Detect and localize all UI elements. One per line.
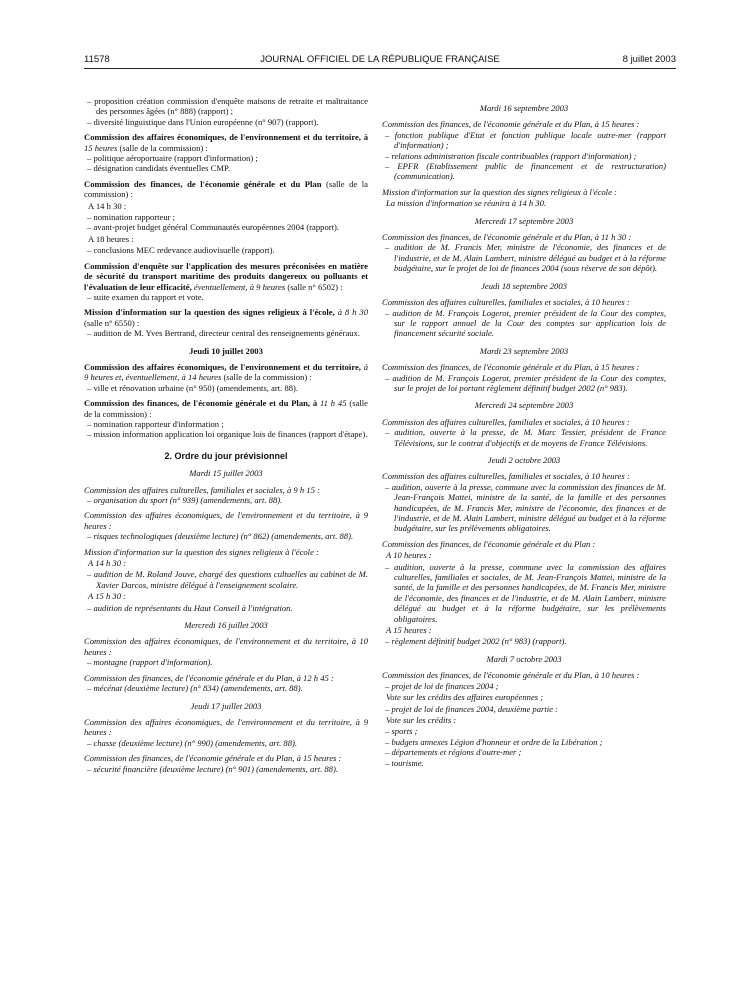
committee-name: Mission d'information sur la question des signes religieux à l'école, bbox=[84, 307, 338, 318]
agenda-item: – nomination rapporteur ; bbox=[87, 212, 176, 223]
committee-heading: Commission des finances, de l'économie générale et du Plan : bbox=[382, 538, 596, 549]
left-column bbox=[84, 96, 368, 774]
committee-heading: Commission des finances, de l'économie générale et du Plan, à 11 h 30 : bbox=[382, 232, 632, 243]
date-heading: Mardi 7 octobre 2003 bbox=[486, 653, 562, 664]
time-label: A 14 h 30 : bbox=[88, 558, 127, 569]
agenda-item: – politique aéroportuaire (rapport d'information) ; bbox=[87, 153, 258, 164]
committee-heading: Commission des affaires culturelles, familiales et sociales, à 9 h 15 : bbox=[84, 484, 320, 495]
time-label: A 14 h 30 : bbox=[88, 200, 127, 211]
agenda-item: – sécurité financière (deuxième lecture) (n° 901) (amendements, art. 88). bbox=[87, 763, 338, 774]
meeting-time: 11 h 45 bbox=[320, 398, 347, 409]
agenda-item: – projet de loi de finances 2004 ; bbox=[385, 680, 499, 691]
meeting-room: (salle de la commission) : bbox=[84, 178, 368, 200]
page-header bbox=[84, 52, 676, 68]
agenda-item: – tourisme. bbox=[385, 757, 424, 768]
committee-heading bbox=[84, 179, 368, 200]
committee-heading: Commission des finances, de l'économie générale et du Plan, à 15 heures : bbox=[84, 753, 342, 764]
committee-name: Commission des affaires économiques, de l'environnement et du territoire, à bbox=[84, 132, 368, 143]
time-label: Vote sur les crédits des affaires européennes ; bbox=[386, 692, 544, 703]
agenda-item: – risques technologiques (deuxième lecture) (n° 862) (amendements, art. 88). bbox=[87, 531, 354, 542]
meeting-time: à 8 h 30 bbox=[337, 307, 368, 318]
meeting-room: (salle de la commission) : bbox=[117, 142, 208, 153]
committee-heading: Mission d'information sur la question des signes religieux à l'école : bbox=[382, 186, 617, 197]
committee-heading: Commission des affaires culturelles, familiales et sociales, à 10 heures : bbox=[382, 471, 630, 482]
committee-heading bbox=[84, 261, 368, 292]
agenda-item: – audition de M. Roland Jouve, chargé des questions cultuelles au cabinet de M. Xavier Darcos, ministre délégué à l'enseignement scolaire. bbox=[87, 569, 368, 590]
meeting-room: (salle n° 6550) : bbox=[84, 317, 140, 328]
agenda-item: – audition, ouverte à la presse, commune avec la commission des finances de M. Jean-François Mattei, ministre de la santé, de la famille et des personnes handicapées, de M. Francis Mer, ministre de l'économie, des finances et de l'industrie, et de M. Alain Lambert, ministre délégué au budget et à la réforme budgétaire, sur les prélèvements obligatoires. bbox=[385, 481, 666, 534]
agenda-item: – suite examen du rapport et vote. bbox=[87, 291, 204, 302]
date-heading: Mardi 15 juillet 2003 bbox=[189, 468, 263, 479]
committee-name: Commission des finances, de l'économie générale et du Plan, à bbox=[84, 398, 321, 409]
meeting-room: (salle de la commission) : bbox=[84, 398, 368, 419]
meeting-room: (salle n° 6502) : bbox=[285, 281, 343, 292]
agenda-item: – audition de M. Yves Bertrand, directeur central des renseignements généraux. bbox=[87, 328, 361, 339]
date-heading: Mardi 23 septembre 2003 bbox=[479, 345, 569, 356]
agenda-item: – budgets annexes Légion d'honneur et ordre de la Libération ; bbox=[385, 736, 603, 747]
committee-heading bbox=[84, 132, 368, 153]
right-column bbox=[382, 96, 666, 768]
meeting-time: à 9 heures et, éventuellement, à 14 heures bbox=[84, 361, 368, 383]
time-label: A 15 h 30 : bbox=[88, 591, 127, 602]
committee-heading: Commission des affaires culturelles, familiales et sociales, à 10 heures : bbox=[382, 297, 630, 308]
agenda-item: – ville et rénovation urbaine (n° 950) (amendements, art. 88). bbox=[87, 382, 299, 393]
meeting-room: (salle de la commission) : bbox=[221, 372, 312, 383]
agenda-item: – mission information application loi organique lois de finances (rapport d'étape). bbox=[87, 429, 368, 440]
agenda-item: – diversité linguistique dans l'Union européenne (n° 907) (rapport). bbox=[87, 116, 319, 127]
agenda-item: – organisation du sport (n° 939) (amendements, art. 88). bbox=[87, 495, 283, 505]
committee-heading: Commission des affaires culturelles, familiales et sociales, à 10 heures : bbox=[382, 416, 630, 427]
agenda-item: – nomination rapporteur d'information ; bbox=[87, 418, 224, 429]
agenda-item: – projet de loi de finances 2004, deuxième partie : bbox=[385, 703, 558, 714]
time-label: A 15 heures : bbox=[386, 625, 432, 636]
journal-title: JOURNAL OFFICIEL DE LA RÉPUBLIQUE FRANÇAISE bbox=[260, 54, 500, 65]
agenda-item: – relations administration fiscale contribuables (rapport d'information) ; bbox=[385, 150, 637, 161]
committee-name: Commission des finances, de l'économie générale et du Plan bbox=[84, 178, 322, 189]
agenda-item: – fonction publique d'Etat et fonction publique locale outre-mer (rapport d'information) ; bbox=[385, 129, 666, 151]
agenda-item: – audition, ouverte à la presse, de M. Marc Tessier, président de France Télévisions, sur le contrat d'objectifs et de moyens de France Télévisions. bbox=[385, 427, 666, 448]
agenda-item: – audition de M. Francis Mer, ministre de l'économie, des finances et de l'industrie, et de M. Alain Lambert, ministre délégué au budget et à la réforme budgétaire, sur le projet de loi de finances 2004 (sous réserve de son dépôt). bbox=[385, 242, 666, 274]
date-heading: Jeudi 18 septembre 2003 bbox=[481, 280, 567, 291]
issue-date: 8 juillet 2003 bbox=[622, 54, 676, 65]
agenda-item: – audition de M. François Logerot, premier président de la Cour des comptes, sur le projet de loi portant règlement définitif budget 2002 (n° 983). bbox=[385, 372, 666, 393]
agenda-item: – règlement définitif budget 2002 (n° 983) (rapport). bbox=[385, 636, 567, 647]
agenda-item: – avant-projet budget général Communautés européennes 2004 (rapport). bbox=[87, 222, 340, 233]
meeting-time: éventuellement, à 9 heures bbox=[193, 281, 286, 292]
committee-heading bbox=[84, 307, 368, 328]
committee-heading: Commission des finances, de l'économie générale et du Plan, à 15 heures : bbox=[382, 119, 640, 130]
page-number: 11578 bbox=[84, 54, 110, 65]
agenda-item: – mécénat (deuxième lecture) (n° 834) (amendements, art. 88). bbox=[87, 683, 303, 694]
committee-heading bbox=[84, 362, 368, 383]
committee-heading: Commission des affaires économiques, de l'environnement et du territoire, à 9 heures : bbox=[84, 716, 368, 738]
date-heading: Mardi 16 septembre 2003 bbox=[479, 103, 569, 113]
agenda-item: – audition, ouverte à la presse, commune avec la commission des affaires culturelles, familiales et sociales, de M. Jean-François Mattei, ministre de la santé, de la famille et des personnes handicapées, de M. Francis Mer, ministre de l'économie, des finances et de l'industrie, et de M. Alain Lambert, ministre délégué au budget et à la réforme budgétaire, sur les prélèvements obligatoires. bbox=[385, 561, 666, 624]
agenda-item: – audition de M. François Logerot, premier président de la Cour des comptes, sur le rapport annuel de la Cour des comptes sur application lois de financement sécurité sociale. bbox=[385, 307, 666, 339]
meeting-time: 15 heures bbox=[84, 142, 118, 153]
date-heading: Jeudi 17 juillet 2003 bbox=[190, 700, 262, 711]
time-label: Vote sur les crédits : bbox=[386, 714, 457, 725]
header-rule bbox=[84, 68, 676, 69]
time-label: A 10 heures : bbox=[386, 550, 432, 561]
agenda-item: – proposition création commission d'enquête maisons de retraite et maltraitance des personnes âgées (n° 888) (rapport) ; bbox=[87, 96, 368, 117]
date-heading: Jeudi 10 juillet 2003 bbox=[189, 345, 263, 356]
agenda-item: – audition de représentants du Haut Conseil à l'intégration. bbox=[87, 602, 293, 613]
committee-heading: Commission des finances, de l'économie générale et du Plan, à 12 h 45 : bbox=[84, 672, 334, 683]
agenda-item: – sports ; bbox=[385, 726, 418, 737]
committee-heading: Commission des finances, de l'économie générale et du Plan, à 15 heures : bbox=[382, 362, 640, 373]
agenda-item: – conclusions MEC redevance audiovisuelle (rapport). bbox=[87, 245, 275, 256]
committee-heading: Mission d'information sur la question des signes religieux à l'école : bbox=[84, 546, 319, 557]
date-heading: Mercredi 17 septembre 2003 bbox=[474, 215, 574, 226]
committee-heading: Commission des finances, de l'économie générale et du Plan, à 10 heures : bbox=[382, 670, 640, 681]
agenda-item: – chasse (deuxième lecture) (n° 990) (amendements, art. 88). bbox=[87, 737, 298, 748]
time-label: A 18 heures : bbox=[88, 233, 134, 244]
date-heading: Mercredi 16 juillet 2003 bbox=[184, 620, 268, 631]
committee-heading: Commission des affaires économiques, de l'environnement et du territoire, à 9 heures : bbox=[84, 510, 368, 531]
committee-heading: Commission des affaires économiques, de l'environnement et du territoire, à 10 heures : bbox=[84, 636, 368, 657]
date-heading: Mercredi 24 septembre 2003 bbox=[474, 400, 574, 411]
section-title: 2. Ordre du jour prévisionnel bbox=[164, 450, 288, 461]
committee-name: Commission des affaires économiques, de l'environnement et du territoire, bbox=[84, 361, 364, 372]
time-label: La mission d'information se réunira à 14 h 30. bbox=[386, 198, 547, 209]
agenda-item: – montagne (rapport d'information). bbox=[87, 657, 213, 668]
committee-heading bbox=[84, 398, 368, 419]
agenda-item: – désignation candidats éventuelles CMP. bbox=[87, 163, 230, 174]
agenda-item: – départements et régions d'outre-mer ; bbox=[385, 747, 522, 758]
agenda-item: – EPFR (Etablissement public de financement et de restructuration) (communication). bbox=[385, 161, 666, 182]
committee-name: Commission d'enquête sur l'application des mesures préconisées en matière de sécurité du transport maritime des produits dangereux ou polluants et l'évaluation de leur efficacité, bbox=[84, 260, 368, 292]
date-heading: Jeudi 2 octobre 2003 bbox=[487, 454, 561, 465]
